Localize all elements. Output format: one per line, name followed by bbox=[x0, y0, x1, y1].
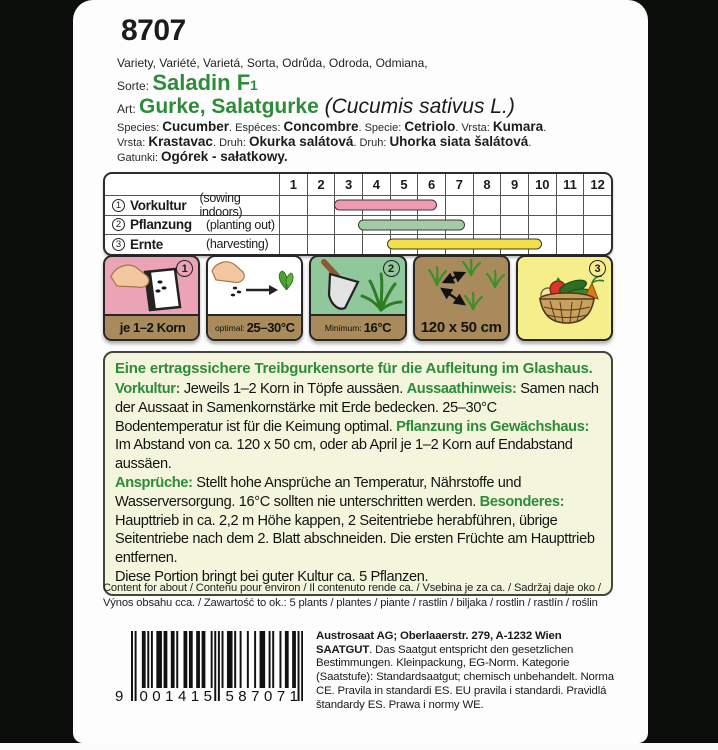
barcode-group-1: 001415 bbox=[139, 688, 217, 705]
art-line bbox=[117, 95, 515, 121]
barcode-digit-left: 9 bbox=[115, 688, 124, 705]
row-label-en: (harvesting) bbox=[206, 237, 269, 252]
text-segment: Gatunki: bbox=[117, 152, 162, 164]
ernte-period-bar bbox=[387, 239, 542, 250]
text-segment: Uhorka siata šalátová bbox=[389, 134, 529, 149]
text-segment: . Das Saatgut entspricht den gesetzlichen Bestimmungen. Kleinpackung, EG-Norm. Kategorie (Saatstufe): Standardsaatgut; chemisch unbehandelt. Norma CE. Pravila in standardi ES. EU pravila i standardi. Pravidlá štandardy ES. Prawa i normy WE. bbox=[316, 643, 614, 711]
month-cell bbox=[279, 235, 307, 254]
text-segment: . bbox=[455, 122, 462, 134]
step-2-badge: 2 bbox=[383, 260, 400, 277]
spacing-caption: 120 x 50 cm bbox=[420, 319, 502, 336]
month-label: 7 bbox=[445, 174, 473, 195]
pictogram-spacing bbox=[413, 255, 510, 341]
month-cell bbox=[362, 235, 390, 254]
month-cell bbox=[556, 196, 584, 215]
month-label: 12 bbox=[583, 174, 611, 195]
text-segment: . bbox=[528, 137, 532, 149]
text-segment: Samen nach der Aussaat in Samenkornstärke mit Erde bedecken. 25–30°C Bodentemperatur ist für die Keimung optimal. bbox=[115, 381, 599, 435]
pictogram-planting-out bbox=[309, 255, 406, 341]
calendar-row-grid bbox=[279, 216, 611, 235]
month-label: 4 bbox=[362, 174, 390, 195]
month-cell bbox=[279, 216, 307, 235]
text-segment: . bbox=[353, 137, 360, 149]
month-cell bbox=[307, 235, 335, 254]
calendar-row-vorkultur bbox=[105, 191, 611, 220]
text-segment: Krastavac bbox=[148, 134, 213, 149]
text-segment: (Cucumis sativus L.) bbox=[318, 95, 515, 118]
month-cell bbox=[583, 235, 611, 254]
text-segment: Cucumber bbox=[162, 119, 230, 134]
text-segment: Gurke, Salatgurke bbox=[139, 95, 319, 118]
seed-to-sprout-icon bbox=[208, 257, 303, 317]
text-segment: Stellt hohe Ansprüche an Temperatur, Nährstoffe und Wasserversorgung. 16°C sollten nie unterschritten werden. bbox=[115, 474, 522, 510]
calendar-row-ernte bbox=[105, 234, 611, 254]
text-segment: Art: bbox=[117, 102, 140, 116]
sorte-line bbox=[117, 71, 258, 98]
month-cell bbox=[583, 216, 611, 235]
step-1-badge: 1 bbox=[176, 260, 193, 277]
pictogram-sowing-indoors bbox=[103, 255, 200, 341]
text-segment: Kumara bbox=[492, 119, 544, 134]
vorkultur-period-bar bbox=[334, 200, 437, 211]
month-label: 3 bbox=[334, 174, 362, 195]
month-label: 1 bbox=[279, 174, 307, 195]
month-label: 8 bbox=[473, 174, 501, 195]
calendar-header-row bbox=[105, 174, 611, 195]
info-paragraph-sowing bbox=[115, 380, 601, 474]
month-cell bbox=[307, 216, 335, 235]
text-segment: Cetriolo bbox=[404, 119, 456, 134]
text-segment: Saladin F bbox=[152, 70, 251, 95]
row-label-de: Ernte bbox=[130, 236, 164, 252]
species-line-3 bbox=[117, 149, 288, 166]
culture-info-box bbox=[103, 351, 613, 596]
month-cell bbox=[583, 196, 611, 215]
variety-multilang-label: Variety, Variété, Varietá, Sorta, Odrůda, Odroda, Odmiana, bbox=[117, 56, 428, 70]
text-segment: Haupttrieb in ca. 2,2 m Höhe kappen, 2 Seitentriebe herabführen, übrige Seitentriebe nach dem 2. Blatt abschneiden. Die ersten Früchte am Haupttrieb entfernen. bbox=[115, 512, 595, 567]
text-segment: Vrsta: bbox=[117, 137, 149, 149]
legal-text bbox=[316, 644, 614, 713]
text-segment: SAATGUT bbox=[316, 643, 370, 656]
calendar-month-header bbox=[279, 174, 611, 195]
pictogram-harvest bbox=[516, 255, 613, 341]
content-note: Content for about / Contenu pour environ / Il contenuto rende ca. / Vsebina je za ca. / Sadržaj daje oko / Výnos obsahu cca. / Zawartość to ok.: 5 plants / plantes / piante / rastlin / biljaka / rostlin / rastlín / roślin bbox=[103, 582, 601, 609]
sowing-caption: je 1–2 Korn bbox=[119, 320, 186, 335]
caption-strip bbox=[105, 314, 198, 339]
text-segment: Vrsta: bbox=[461, 122, 493, 134]
text-segment: Species: bbox=[117, 122, 163, 134]
text-segment: 1 bbox=[250, 78, 258, 93]
plant-spacing-icon bbox=[415, 257, 510, 317]
text-segment: Aussaathinweis: bbox=[406, 381, 517, 397]
info-paragraph-requirements bbox=[115, 474, 601, 568]
text-segment: Concombre bbox=[283, 119, 359, 134]
text-segment: Pflanzung ins Gewächshaus: bbox=[396, 418, 589, 435]
month-cell bbox=[500, 216, 528, 235]
step-number: 3 bbox=[112, 238, 125, 251]
pictogram-germination-temp bbox=[206, 255, 303, 341]
text-segment: Vorkultur: bbox=[115, 381, 181, 397]
month-label: 5 bbox=[390, 174, 418, 195]
text-segment: . bbox=[543, 122, 547, 134]
text-segment: . bbox=[358, 122, 365, 134]
month-cell bbox=[334, 235, 362, 254]
article-number: 8707 bbox=[121, 14, 186, 47]
text-segment: Ansprüche: bbox=[115, 474, 193, 491]
row-label-en: (planting out) bbox=[206, 217, 275, 232]
text-segment: Sorte: bbox=[117, 79, 153, 93]
info-heading: Eine ertragssichere Treibgurkensorte für die Aufleitung im Glashaus. bbox=[115, 360, 593, 377]
row-label-de: Vorkultur bbox=[130, 197, 187, 213]
row-label-en: (sowing indoors) bbox=[199, 191, 243, 220]
month-cell bbox=[473, 216, 501, 235]
caption-strip: Minimum: 16°C bbox=[311, 314, 404, 339]
sowing-calendar bbox=[103, 172, 613, 256]
text-segment: Specie: bbox=[364, 122, 405, 134]
month-label: 6 bbox=[417, 174, 445, 195]
text-segment: Okurka salátová bbox=[249, 134, 354, 149]
text-segment: Druh: bbox=[359, 137, 390, 149]
month-cell bbox=[556, 235, 584, 254]
month-cell bbox=[528, 216, 556, 235]
month-cell bbox=[500, 196, 528, 215]
text-segment: Espéces: bbox=[235, 122, 284, 134]
month-cell bbox=[445, 196, 473, 215]
minimum-temp-caption: 16°C bbox=[363, 320, 392, 335]
pflanzung-period-bar bbox=[358, 219, 465, 230]
month-cell bbox=[528, 196, 556, 215]
text-segment: . bbox=[212, 137, 220, 149]
month-cell bbox=[279, 196, 307, 215]
ean-barcode bbox=[115, 631, 315, 709]
text-segment: . bbox=[229, 122, 236, 134]
month-label: 11 bbox=[556, 174, 584, 195]
pictogram-row bbox=[103, 255, 613, 341]
text-segment: Druh: bbox=[219, 137, 250, 149]
producer-address: Austrosaat AG; Oberlaaerstr. 279, A-1232 Wien bbox=[316, 630, 562, 642]
month-label: 9 bbox=[500, 174, 528, 195]
month-cell bbox=[473, 196, 501, 215]
month-cell bbox=[556, 216, 584, 235]
calendar-row-grid bbox=[279, 235, 611, 254]
barcode-group-2: 587071 bbox=[225, 688, 303, 705]
caption-strip: optimal: 25–30°C bbox=[208, 314, 301, 339]
text-segment: Jeweils 1–2 Korn in Töpfe aussäen. bbox=[180, 381, 407, 397]
row-label-de: Pflanzung bbox=[130, 217, 192, 233]
month-label: 2 bbox=[307, 174, 335, 195]
calendar-row-pflanzung bbox=[105, 215, 611, 235]
month-cell bbox=[307, 196, 335, 215]
step-3-badge: 3 bbox=[589, 260, 606, 277]
text-segment: Besonderes: bbox=[479, 493, 565, 510]
packet-info-panel bbox=[73, 0, 648, 743]
text-segment: Im Abstand von ca. 120 x 50 cm, oder ab April je 1–2 Korn auf Endabstand aussäen. bbox=[115, 437, 573, 473]
optimal-temp-caption: 25–30°C bbox=[246, 320, 295, 335]
calendar-row-label bbox=[105, 191, 279, 220]
calendar-row-label bbox=[105, 216, 279, 235]
calendar-row-grid bbox=[279, 196, 611, 215]
step-number: 2 bbox=[112, 218, 125, 231]
month-label: 10 bbox=[528, 174, 556, 195]
text-segment: Ogórek - sałatkowy. bbox=[161, 149, 288, 164]
text-segment: Diese Portion bringt bei guter Kultur ca. 5 Pflanzen. bbox=[115, 568, 429, 585]
legal-block bbox=[316, 630, 614, 712]
step-number: 1 bbox=[112, 199, 125, 212]
calendar-row-label bbox=[105, 235, 279, 254]
